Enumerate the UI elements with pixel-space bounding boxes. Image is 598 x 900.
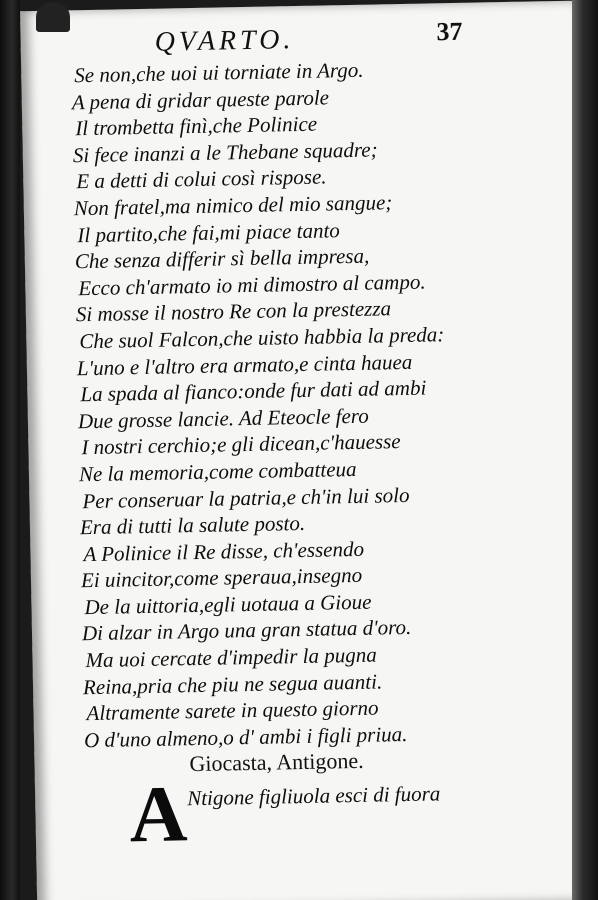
verse-line: Non fratel,ma nimico del mio sangue; — [73, 190, 393, 221]
verse-line: Reina,pria che piu ne segua auanti. — [82, 669, 383, 699]
facing-page-edge — [572, 0, 598, 900]
book-spine — [0, 0, 20, 900]
verse-line: Altramente sarete in questo giorno — [86, 695, 379, 726]
verse-line: Il partito,che fai,mi piace tanto — [77, 217, 341, 247]
book-page — [20, 1, 589, 900]
verse-line: Che suol Falcon,che uisto habbia la preda: — [79, 322, 445, 354]
verse-line: Che senza differir sì bella impresa, — [74, 243, 370, 274]
binding-tab — [36, 2, 70, 32]
verse-line: I nostri cerchio;e gli dicean,c'hauesse — [81, 429, 401, 460]
verse-line: A Polinice il Re disse, ch'essendo — [83, 536, 365, 566]
verse-line: L'uno e l'altro era armato,e cinta hauea — [76, 349, 413, 380]
running-head: QVARTO. — [154, 24, 295, 58]
paragraph-first-line: Ntigone figliuola esci di fuora — [186, 781, 441, 811]
verse-line: Si fece inanzi a le Thebane squadre; — [72, 137, 378, 168]
paragraph-start — [129, 771, 550, 859]
verse-line: Ne la memoria,come combatteua — [78, 456, 357, 487]
page-number: 37 — [436, 16, 463, 47]
drop-cap: A — [128, 770, 189, 860]
verse-line: E a detti di colui così rispose. — [76, 164, 327, 194]
verse-line: Di alzar in Argo una gran statua d'oro. — [81, 615, 412, 646]
verse-line: La spada al fianco:onde fur dati ad ambi — [80, 375, 427, 407]
verse-line: A pena di gridar queste parole — [71, 84, 330, 114]
verse-line: Ecco ch'armato io mi dimostro al campo. — [78, 269, 426, 300]
verse-line: Due grosse lancie. Ad Eteocle fero — [77, 403, 369, 433]
verse-line: Ei uincitor,come speraua,insegno — [80, 563, 363, 593]
verse-line: Si mosse il nostro Re con la prestezza — [75, 296, 392, 327]
verse-line: Per conseruar la patria,e ch'in lui solo — [82, 482, 410, 513]
verse-block — [71, 53, 554, 753]
verse-line: Ma uoi cercate d'impedir la pugna — [85, 642, 377, 673]
verse-line: Era di tutti la salute posto. — [79, 511, 306, 540]
verse-line: O d'uno almeno,o d' ambi i figli priua. — [83, 721, 408, 753]
verse-line: Se non,che uoi ui torniate in Argo. — [74, 57, 364, 88]
verse-line: De la uittoria,egli uotaua a Gioue — [84, 589, 372, 620]
speakers-heading: Giocasta, Antigone. — [189, 747, 364, 777]
verse-line: Il trombetta finì,che Polinice — [75, 111, 318, 141]
